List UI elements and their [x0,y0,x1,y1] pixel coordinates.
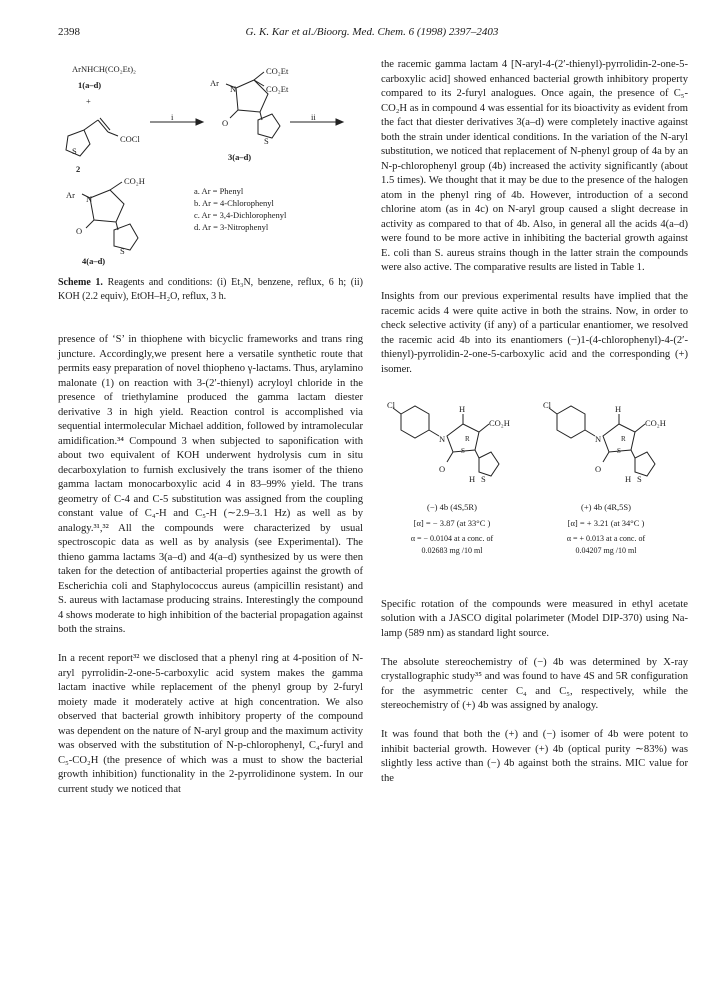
aryl-n-bond-right [585,430,595,436]
enantiomer-name-right: (+) 4b (4R,5S) [581,501,631,512]
acid-co2h: CO₂H [124,176,145,186]
arrow-ii-head [336,119,343,125]
lactam-ring-3 [236,80,268,112]
acid-bond-left [479,424,489,432]
lactam-ring-4 [90,190,124,222]
diester-ar: Ar [210,78,219,88]
cl-right: Cl [543,399,552,410]
acid-chloride-group: COCl [120,134,140,144]
co2h-left: CO₂H [489,417,510,428]
acid-o: O [76,226,83,236]
thiophene-ring-2 [66,130,90,156]
s-left: S [481,473,486,484]
r-label-right: R [621,434,626,443]
acid-bond-4 [110,182,122,190]
scheme-caption-text: Reagents and conditions: (i) Et₃N, benzene, reflux, 6 h; (ii) KOH (2.2 equiv), EtOH–H₂O, reflux, 3 h. [58,277,363,302]
diester-s: S [264,136,269,146]
diester-co2et-1: CO₂Et [266,66,289,76]
conc-right: 0.04207 mg /10 ml [575,545,637,555]
enantiomer-figure [381,392,688,580]
s-right: S [637,473,642,484]
diester-co2et-2: CO₂Et [266,84,289,94]
ester-bond-3a [254,72,264,80]
h-top-right: H [615,403,622,414]
substituent-d: d. Ar = 3-Nitrophenyl [194,222,269,232]
right-column [381,58,688,801]
right-paragraph-2: Insights from our previous experimental results have implied that the racemic acids 4 were quite active in both the strains. Now, in order to check selective activity (if any) of a particular enantiomer, we resolved the racemic acid 4b into its enantiomers (−)1-(4-chlorophenyl)-4-(2′-thienyl)-pyrrolidin-2-one-5-carboxylic acid and the corresponding (+) isomer. [381,291,688,375]
h-bottom-right: H [625,473,632,484]
start-material-id: 1(a–d) [78,80,102,90]
left-paragraph-1: presence of ‘S’ in thiophene with bicyclic frameworks and trans ring juncture. Accordingly,we present here a versatile synthetic route that permits easy preparation of novel thiopheno γ-lactams. Thus, arylamino malonate (1) on reaction with 3-(2′-thienyl) acryloyl chloride in the presence of triethylamine produced the gamma lactam diester derivative 3 in high yield. Reaction control is accomplished via sequential intermolecular Michael addition, followed by intramolecular amidification.³⁴ Compound 3 when subjected to saponification with about two equivalent of KOH underwent hydrolysis cum in situ decarboxylation to furnish exclusively the trans isomer of the thieno gamma lactam monocarboxylic acid 4 in 83–99% yield. The trans geometry of C-4 and C-5 substitution was assigned from the coupling constant value of C₄-H and C₅-H (∼2.9–3.1 Hz) as well as by analogy.³¹,³² All the compounds were characterized by usual spectroscopic data as well as by analysis (see Experimental). The thieno gamma lactams 3(a–d) and 4(a–d) synthesized by us were then taken for the detection of antibacterial properties against the growth of Escherichia coli and Staphylococcus aureus (ampicillin resistant) and S. aureus with lactamase producing strains. Interestingly the compound 4 shows moderate to high inhibition of the bacterial propagation against both the strains. [58,334,363,635]
vinyl-bond-1 [84,120,98,130]
enantiomer-name-left: (−) 4b (4S,5R) [427,501,477,512]
alpha-left: α = − 0.0104 at a conc. of [410,533,494,543]
thienyl-bond-left [475,450,479,458]
h-bottom-left: H [469,473,476,484]
scheme-1 [58,58,363,268]
cl-left: Cl [387,399,396,410]
o-right: O [595,463,602,474]
thiophene-s-2: S [72,146,77,156]
right-paragraph-4: The absolute stereochemistry of (−) 4b was determined by X-ray crystallographic study³⁵ and was found to have 4S and 5R configuration for the asymmetric center C₄ and C₅, respectively, while the stereochemistry of (+) 4b was assigned by analogy. [381,656,688,711]
start-material: ArNHCH(CO₂Et)₂ [72,64,137,74]
plus-sign: + [86,96,91,106]
s-label-left: S [461,446,465,455]
left-paragraph-2: In a recent report³² we disclosed that a phenyl ring at 4-position of N-aryl pyrrolidin-2-one-5-carboxylic acid system makes the gamma lactam inactive while replacement of the phenyl group by 2-furyl moiety made it moderately active at high concentration. We also observed that bacterial growth inhibitory property of the compound was dependent on the nature of N-aryl group and the maximum activity was observed with the substitution of N-p-chlorophenyl, C₄-furyl and C₅-CO₂H (the presence of which was a must to show the bacterial growth inhibition) functionality in the 2-pyrrolidinone system. In our current study we noticed that [58,653,363,795]
co-bond-right [603,452,609,462]
arrow-i-head [196,119,203,125]
n-left: N [439,433,446,444]
substituent-a: a. Ar = Phenyl [194,186,244,196]
left-column [58,58,363,812]
aryl-n-bond-left [429,430,439,436]
co-bond-3 [230,110,238,118]
chlorophenyl-ring-right [557,406,585,438]
r-label-left: R [465,434,470,443]
s-label-right: S [617,446,621,455]
acid-id: 4(a–d) [82,256,106,266]
page-number: 2398 [58,26,80,38]
right-paragraph-1: the racemic gamma lactam 4 [N-aryl-4-(2′-thienyl)-pyrrolidin-2-one-5-carboxylic acid] showed enhanced bacterial growth inhibitory property compared to its 2-furyl analogues. Once again, the presence of C₅-CO₂H as in compound 4 was essential for its bioactivity as evident from the fact that diester derivatives 3(a–d) were completely inactive against both the strain under identical conditions. In the variation of the N-aryl substitution, we noticed that replacement of N-phenyl group of 4a by an N-p-chlorophenyl group (4b) increased the activity significantly (about 1.5 times). We thought that it may be due to the presence of the halogen atom in the phenyl ring of 4b. However, introduction of a second chlorine atom (as in 4c) on N-aryl group caused a slight decrease in activity as compared to that of 4b. Also, in general all the acids 4(a–d) were found to be more active in inhibiting the bacterial growth against E. coli than S. aureus strains though in the latter strain the compounds were also active. The comparative results are listed in Table 1. [381,59,688,273]
o-left: O [439,463,446,474]
thienyl-bond-right [631,450,635,458]
chlorophenyl-ring-left [401,406,429,438]
diester-o: O [222,118,229,128]
co2h-right: CO₂H [645,417,666,428]
acid-ar: Ar [66,190,75,200]
substituent-c: c. Ar = 3,4-Dichlorophenyl [194,210,287,220]
running-title: G. K. Kar et al./Bioorg. Med. Chem. 6 (1998) 2397–2403 [245,26,499,38]
right-paragraph-5: It was found that both the (+) and (−) isomer of 4b were potent to inhibit bacterial growth. However (+) 4b (optical purity ∼83%) was slightly less active than (−) 4b against both the strains. MIC value for the [381,729,688,784]
n-right: N [595,433,602,444]
acid-chloride-id: 2 [76,164,81,174]
rotation-left: [α] = − 3.87 (at 33°C ) [413,517,491,528]
scheme-caption-label: Scheme 1. [58,277,103,288]
carbonyl-bond [108,132,118,136]
right-paragraph-3: Specific rotation of the compounds were measured in ethyl acetate solution with a JASCO digital polarimeter (Model DIP-370) using Na-lamp (589 nm) as standard light source. [381,598,688,639]
rotation-right: [α] = + 3.21 (at 34°C ) [567,517,645,528]
arrow-i-label: i [171,112,174,122]
acid-s: S [120,246,125,256]
arrow-ii-label: ii [311,112,316,122]
diester-n: N [230,84,237,94]
alpha-right: α = + 0.013 at a conc. of [566,533,646,543]
page-header [58,26,686,42]
h-top-left: H [459,403,466,414]
scheme-caption [58,276,363,303]
conc-left: 0.02683 mg /10 ml [421,545,483,555]
acid-bond-right [635,424,645,432]
acid-n: N [86,194,93,204]
substituent-b: b. Ar = 4-Chlorophenyl [194,198,274,208]
co-bond-4 [86,220,94,228]
diester-id: 3(a–d) [228,152,252,162]
co-bond-left [447,452,453,462]
